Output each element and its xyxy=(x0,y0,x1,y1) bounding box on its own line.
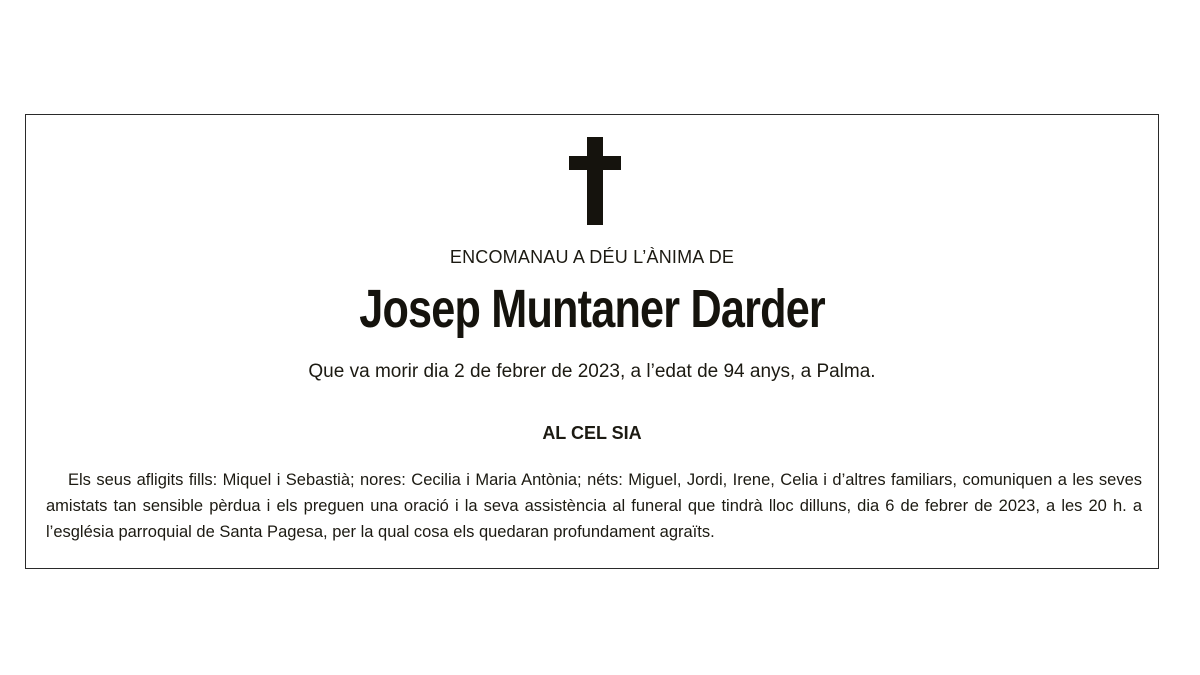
obituary-notice xyxy=(25,114,1159,569)
al-cel-sia: AL CEL SIA xyxy=(542,423,642,443)
deceased-name-text: Josep Muntaner Darder xyxy=(359,279,825,339)
cross-icon xyxy=(569,137,621,225)
notice-heading: ENCOMANAU A DÉU L’ÀNIMA DE xyxy=(449,247,735,267)
death-details: Que va morir dia 2 de febrer de 2023, a l’edat de 94 anys, a Palma. xyxy=(308,361,876,382)
deceased-name xyxy=(26,277,1158,341)
family-announcement: Els seus afligits fills: Miquel i Sebastià; nores: Cecilia i Maria Antònia; néts: Miguel, Jordi, Irene, Celia i d’altres familiars, comuniquen a les seves amistats tan sensible pèrdua i els preguen una oració i la seva assistència al funeral que tindrà lloc dilluns, dia 6 de febrer de 2023, a les 20 h. a l’església parroquial de Santa Pagesa, per la qual cosa els quedaran profundament agraïts. xyxy=(46,471,1142,541)
